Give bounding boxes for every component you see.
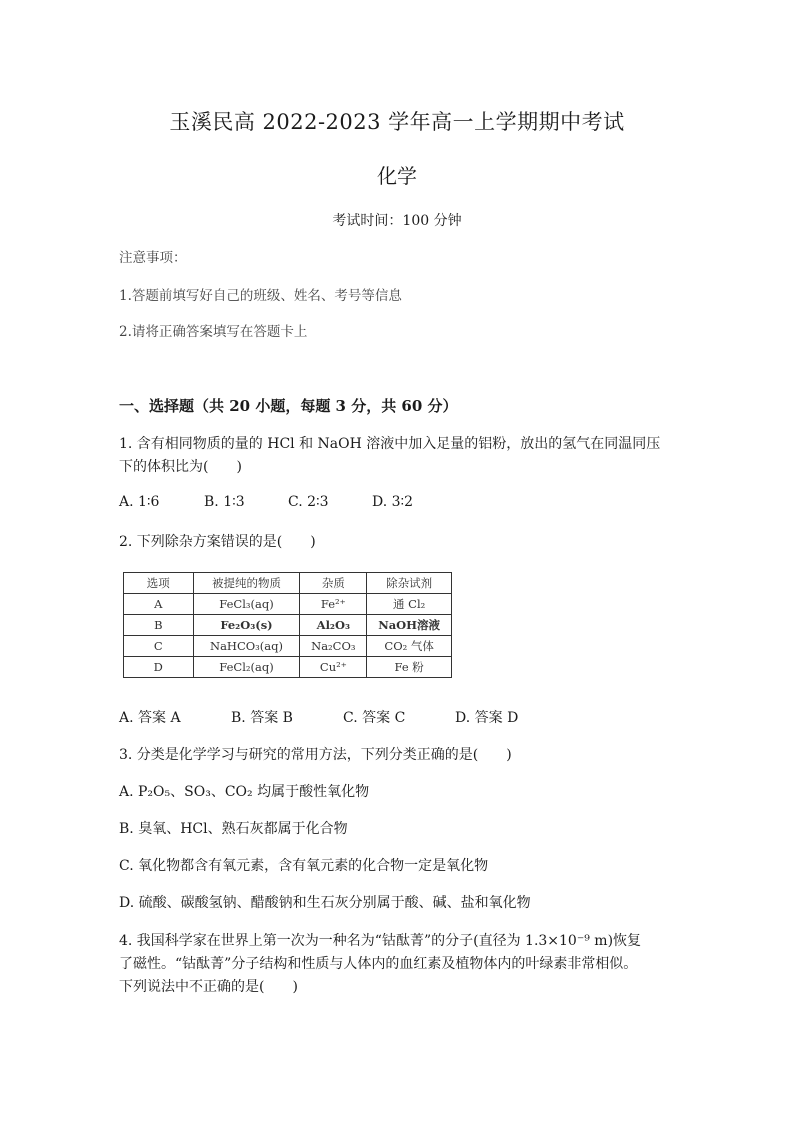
exam-title: 玉溪民高 2022-2023 学年高一上学期期中考试: [169, 110, 625, 134]
q4-stem-line-3: 下列说法中不正确的是( ): [119, 979, 298, 995]
subject-title: 化学: [377, 164, 417, 188]
q2-option-d[interactable]: D. 答案 D: [455, 710, 519, 726]
notes-heading: 注意事项：: [119, 250, 187, 266]
q2-cell: FeCl₃(aq): [193, 594, 300, 615]
q1-stem-line-2: 下的体积比为( ): [119, 459, 242, 475]
q2-header-cell: 除杂试剂: [367, 573, 452, 594]
q2-cell: Fe 粉: [367, 657, 452, 678]
q2-table-row: [124, 657, 452, 678]
q2-header-cell: 被提纯的物质: [193, 573, 300, 594]
q2-stem: 2. 下列除杂方案错误的是( ): [119, 534, 316, 550]
q2-cell: CO₂ 气体: [367, 636, 452, 657]
q2-option-c[interactable]: C. 答案 C: [343, 710, 406, 726]
q1-option-c[interactable]: C. 2∶3: [288, 494, 329, 510]
q2-cell: NaOH溶液: [367, 615, 452, 636]
q2-cell: D: [124, 657, 194, 678]
exam-duration: 考试时间：100 分钟: [332, 213, 462, 229]
q2-option-a[interactable]: A. 答案 A: [119, 710, 181, 726]
q2-cell: Fe₂O₃(s): [193, 615, 300, 636]
q1-options: [119, 494, 413, 510]
q3-option-b[interactable]: B. 臭氧、HCl、熟石灰都属于化合物: [119, 821, 348, 837]
q2-table-row: [124, 615, 452, 636]
q3-option-c[interactable]: C. 氧化物都含有氧元素，含有氧元素的化合物一定是氧化物: [119, 858, 489, 874]
q2-cell: Cu²⁺: [300, 657, 367, 678]
q4-stem-line-2: 了磁性。“钴酞菁”分子结构和性质与人体内的血红素及植物体内的叶绿素非常相似。: [119, 956, 638, 972]
q2-cell: NaHCO₃(aq): [193, 636, 300, 657]
q2-header-cell: 杂质: [300, 573, 367, 594]
q2-header-cell: 选项: [124, 573, 194, 594]
q2-table: [123, 572, 452, 678]
q1-stem-line-1: 1. 含有相同物质的量的 HCl 和 NaOH 溶液中加入足量的铝粉，放出的氢气在同温同压: [119, 436, 661, 452]
q2-cell: B: [124, 615, 194, 636]
q2-cell: A: [124, 594, 194, 615]
q3-stem: 3. 分类是化学学习与研究的常用方法，下列分类正确的是( ): [119, 747, 512, 763]
note-item-1: 1.答题前填写好自己的班级、姓名、考号等信息: [119, 288, 402, 304]
q1-option-b[interactable]: B. 1∶3: [204, 494, 245, 510]
q2-cell: Fe²⁺: [300, 594, 367, 615]
q3-option-a[interactable]: A. P₂O₅、SO₃、CO₂ 均属于酸性氧化物: [119, 784, 370, 800]
q2-options: [119, 707, 518, 727]
q2-cell: Na₂CO₃: [300, 636, 367, 657]
q2-table-row: [124, 636, 452, 657]
q2-cell: FeCl₂(aq): [193, 657, 300, 678]
q2-cell: Al₂O₃: [300, 615, 367, 636]
q1-option-a[interactable]: A. 1∶6: [119, 494, 160, 510]
q4-stem-line-1: 4. 我国科学家在世界上第一次为一种名为“钴酞菁”的分子(直径为 1.3×10⁻⁹ m)恢复: [119, 933, 642, 949]
note-item-2: 2.请将正确答案填写在答题卡上: [119, 324, 308, 340]
q1-option-d[interactable]: D. 3∶2: [372, 494, 414, 510]
q2-cell: 通 Cl₂: [367, 594, 452, 615]
q2-table-row: [124, 594, 452, 615]
q3-option-d[interactable]: D. 硫酸、碳酸氢钠、醋酸钠和生石灰分别属于酸、碱、盐和氧化物: [119, 895, 531, 911]
q2-table-header-row: [124, 573, 452, 594]
q2-option-b[interactable]: B. 答案 B: [231, 710, 293, 726]
section-heading: 一、选择题（共 20 小题，每题 3 分，共 60 分）: [119, 397, 458, 415]
q2-cell: C: [124, 636, 194, 657]
